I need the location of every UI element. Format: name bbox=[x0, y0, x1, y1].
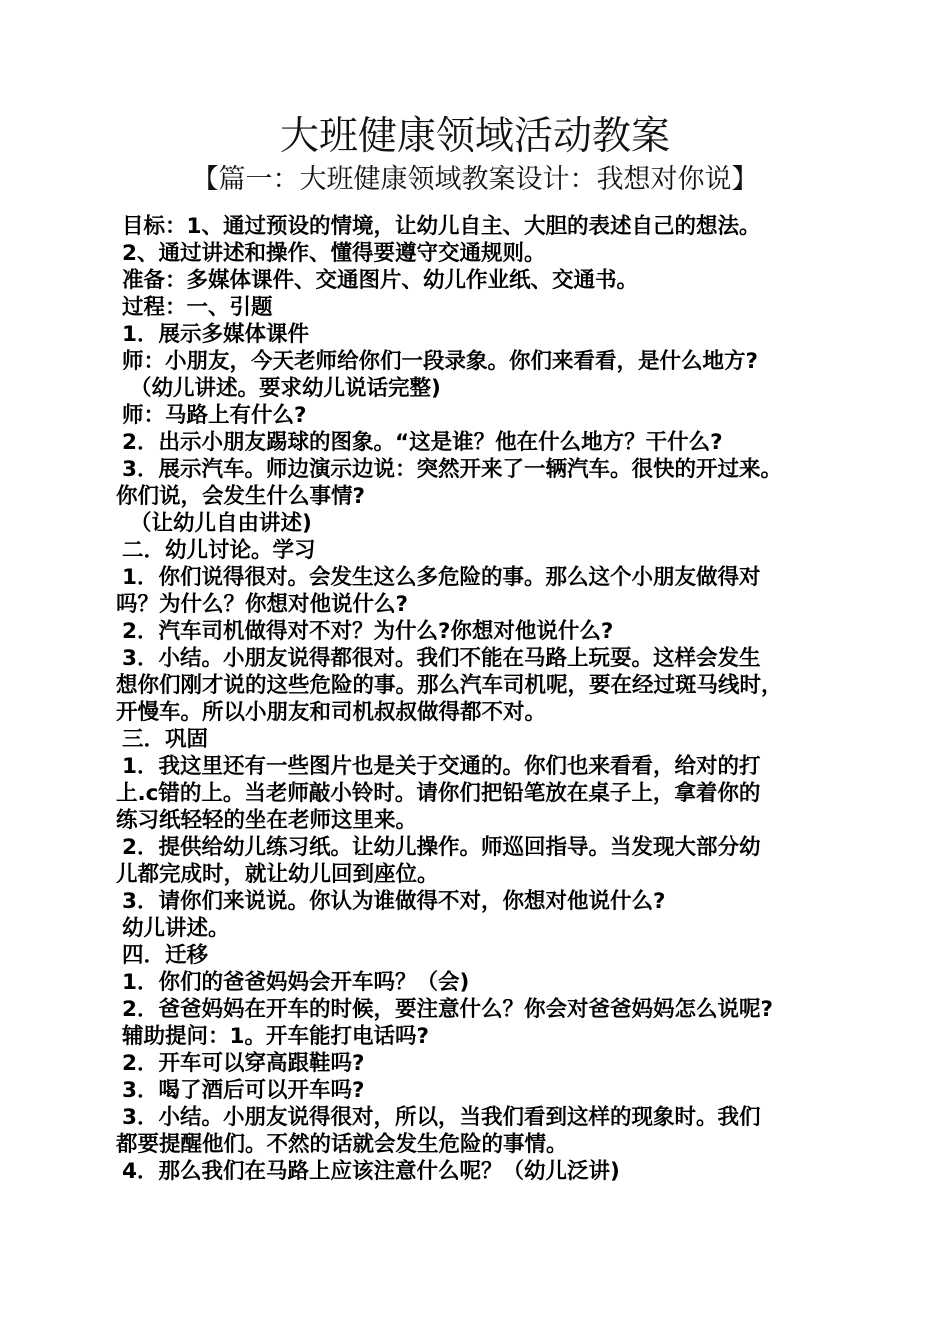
body-line: 1．你们说得很对。会发生这么多危险的事。那么这个小朋友做得对 bbox=[122, 565, 761, 590]
body-line: 幼儿讲述。 bbox=[122, 916, 230, 941]
body-line: 3．小结。小朋友说得都很对。我们不能在马路上玩耍。这样会发生 bbox=[122, 646, 761, 671]
body-line: 练习纸轻轻的坐在老师这里来。 bbox=[116, 808, 418, 833]
body-line: 二．幼儿讨论。学习 bbox=[122, 538, 316, 563]
body-line: 上.c错的上。当老师敲小铃时。请你们把铅笔放在桌子上，拿着你的 bbox=[116, 781, 761, 806]
body-line: 3．小结。小朋友说得很对，所以，当我们看到这样的现象时。我们 bbox=[122, 1105, 761, 1130]
body-line: 2．提供给幼儿练习纸。让幼儿操作。师巡回指导。当发现大部分幼 bbox=[122, 835, 761, 860]
body-line: 3．展示汽车。师边演示边说：突然开来了一辆汽车。很快的开过来。 bbox=[122, 457, 782, 482]
body-line: 3．喝了酒后可以开车吗? bbox=[122, 1078, 365, 1103]
body-line: 儿都完成时，就让幼儿回到座位。 bbox=[116, 862, 439, 887]
body-line: （幼儿讲述。要求幼儿说话完整) bbox=[130, 376, 441, 401]
body-line: 1．展示多媒体课件 bbox=[122, 322, 309, 347]
body-line: 想你们刚才说的这些危险的事。那么汽车司机呢，要在经过斑马线时， bbox=[116, 673, 783, 698]
body-line: 四．迁移 bbox=[122, 943, 209, 968]
body-line: 2、通过讲述和操作、懂得要遵守交通规则。 bbox=[122, 241, 546, 266]
body-line: 师：小朋友，今天老师给你们一段录象。你们来看看，是什么地方? bbox=[122, 349, 758, 374]
body-line: 2．汽车司机做得对不对？为什么?你想对他说什么? bbox=[122, 619, 614, 644]
body-line: 4．那么我们在马路上应该注意什么呢？（幼儿泛讲) bbox=[122, 1159, 620, 1184]
body-line: 2．爸爸妈妈在开车的时候，要注意什么？你会对爸爸妈妈怎么说呢? bbox=[122, 997, 773, 1022]
document-subtitle: 【篇一：大班健康领域教案设计：我想对你说】 bbox=[191, 164, 759, 195]
body-line: 辅助提问：1。开车能打电话吗? bbox=[122, 1024, 429, 1049]
body-line: 三．巩固 bbox=[122, 727, 209, 752]
body-line: 过程：一、引题 bbox=[122, 295, 273, 320]
body-line: 目标：1、通过预设的情境，让幼儿自主、大胆的表述自己的想法。 bbox=[122, 214, 761, 239]
body-line: 2．开车可以穿高跟鞋吗? bbox=[122, 1051, 365, 1076]
body-line: 师：马路上有什么? bbox=[122, 403, 307, 428]
body-line: 你们说，会发生什么事情? bbox=[116, 484, 365, 509]
body-line: 吗？为什么？你想对他说什么? bbox=[116, 592, 408, 617]
body-line: 准备：多媒体课件、交通图片、幼儿作业纸、交通书。 bbox=[122, 268, 639, 293]
body-line: 1．我这里还有一些图片也是关于交通的。你们也来看看，给对的打 bbox=[122, 754, 761, 779]
body-line: 2．出示小朋友踢球的图象。“这是谁？他在什么地方？干什么? bbox=[122, 430, 723, 455]
document-title: 大班健康领域活动教案 bbox=[279, 114, 670, 159]
body-line: 3．请你们来说说。你认为谁做得不对，你想对他说什么? bbox=[122, 889, 666, 914]
body-line: （让幼儿自由讲述) bbox=[130, 511, 312, 536]
body-line: 都要提醒他们。不然的话就会发生危险的事情。 bbox=[116, 1132, 568, 1157]
body-line: 开慢车。所以小朋友和司机叔叔做得都不对。 bbox=[116, 700, 547, 725]
document-body bbox=[116, 213, 856, 1185]
body-line: 1．你们的爸爸妈妈会开车吗？（会) bbox=[122, 970, 470, 995]
